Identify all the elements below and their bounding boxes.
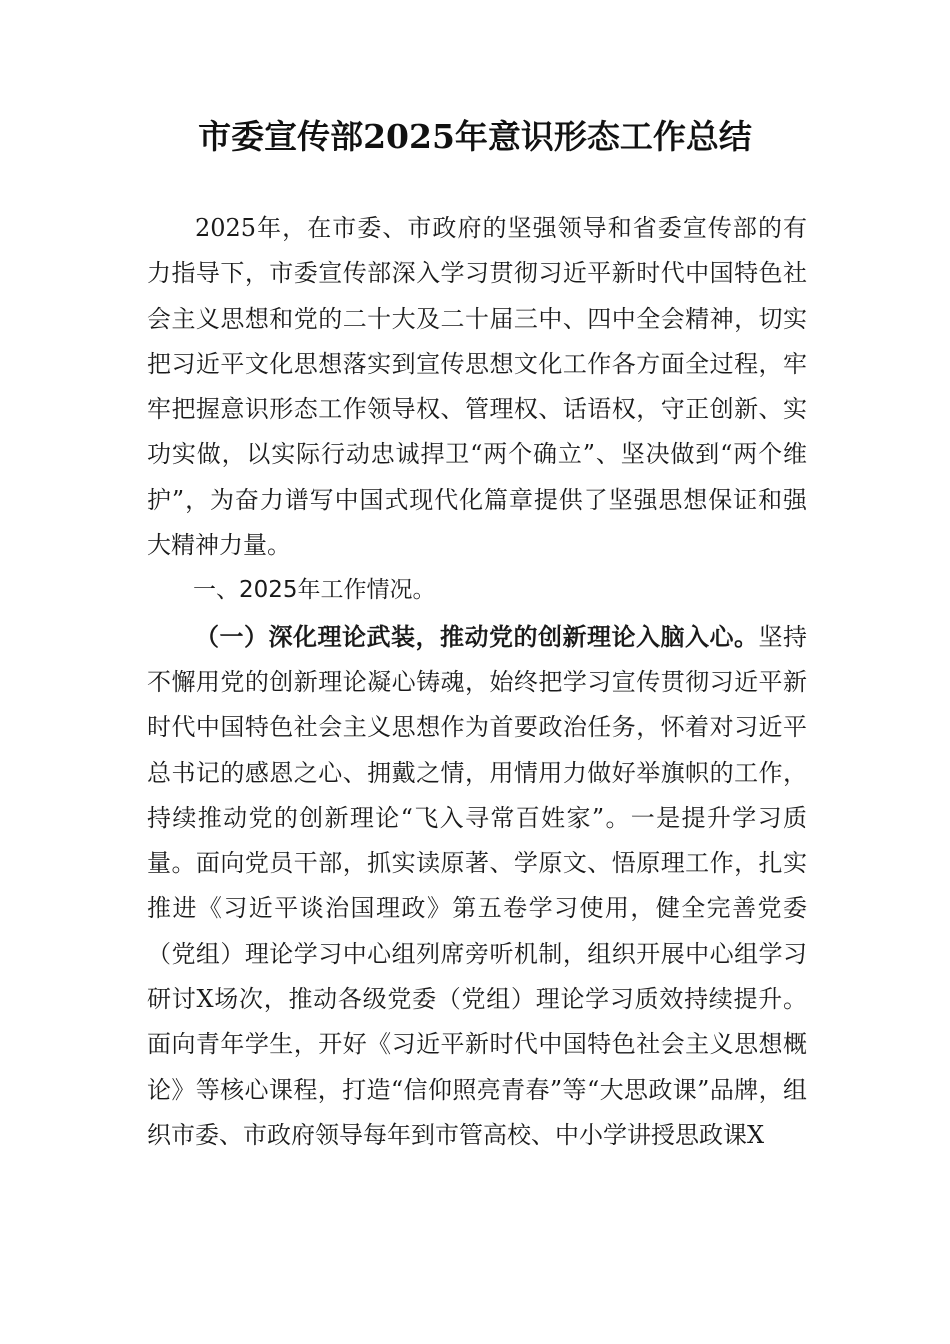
intro-paragraph: 2025年，在市委、市政府的坚强领导和省委宣传部的有力指导下，市委宣传部深入学习贯彻习近平新时代中国特色社会主义思想和党的二十大及二十届三中、四中全会精神，切实把习近平文化思想落实到宣传思想文化工作各方面全过程，牢牢把握意识形态工作领导权、管理权、话语权，守正创新、实功实做，以实际行动忠诚捍卫“两个确立”、坚决做到“两个维护”，为奋力谱写中国式现代化篇章提供了坚强思想保证和强大精神力量。 (147, 214, 807, 560)
section-1-1-paragraph (147, 614, 807, 1159)
document-body (147, 206, 807, 1158)
section-1-1-body: 坚持不懈用党的创新理论凝心铸魂，始终把学习宣传贯彻习近平新时代中国特色社会主义思想作为首要政治任务，怀着对习近平总书记的感恩之心、拥戴之情，用情用力做好举旗帜的工作，持续推动党的创新理论“飞入寻常百姓家”。一是提升学习质量。面向党员干部，抓实读原著、学原文、悟原理工作，扎实推进《习近平谈治国理政》第五卷学习使用，健全完善党委（党组）理论学习中心组列席旁听机制，组织开展中心组学习研讨X场次，推动各级党委（党组）理论学习质效持续提升。面向青年学生，开好《习近平新时代中国特色社会主义思想概论》等核心课程，打造“信仰照亮青春”等“大思政课”品牌，组织市委、市政府领导每年到市管高校、中小学讲授思政课X (147, 622, 807, 1149)
section-1-1-heading: （一）深化理论武装，推动党的创新理论入脑入心。 (195, 621, 759, 651)
section-heading-1: 一、2025年工作情况。 (193, 577, 436, 604)
document-title: 市委宣传部2025年意识形态工作总结 (198, 117, 752, 156)
